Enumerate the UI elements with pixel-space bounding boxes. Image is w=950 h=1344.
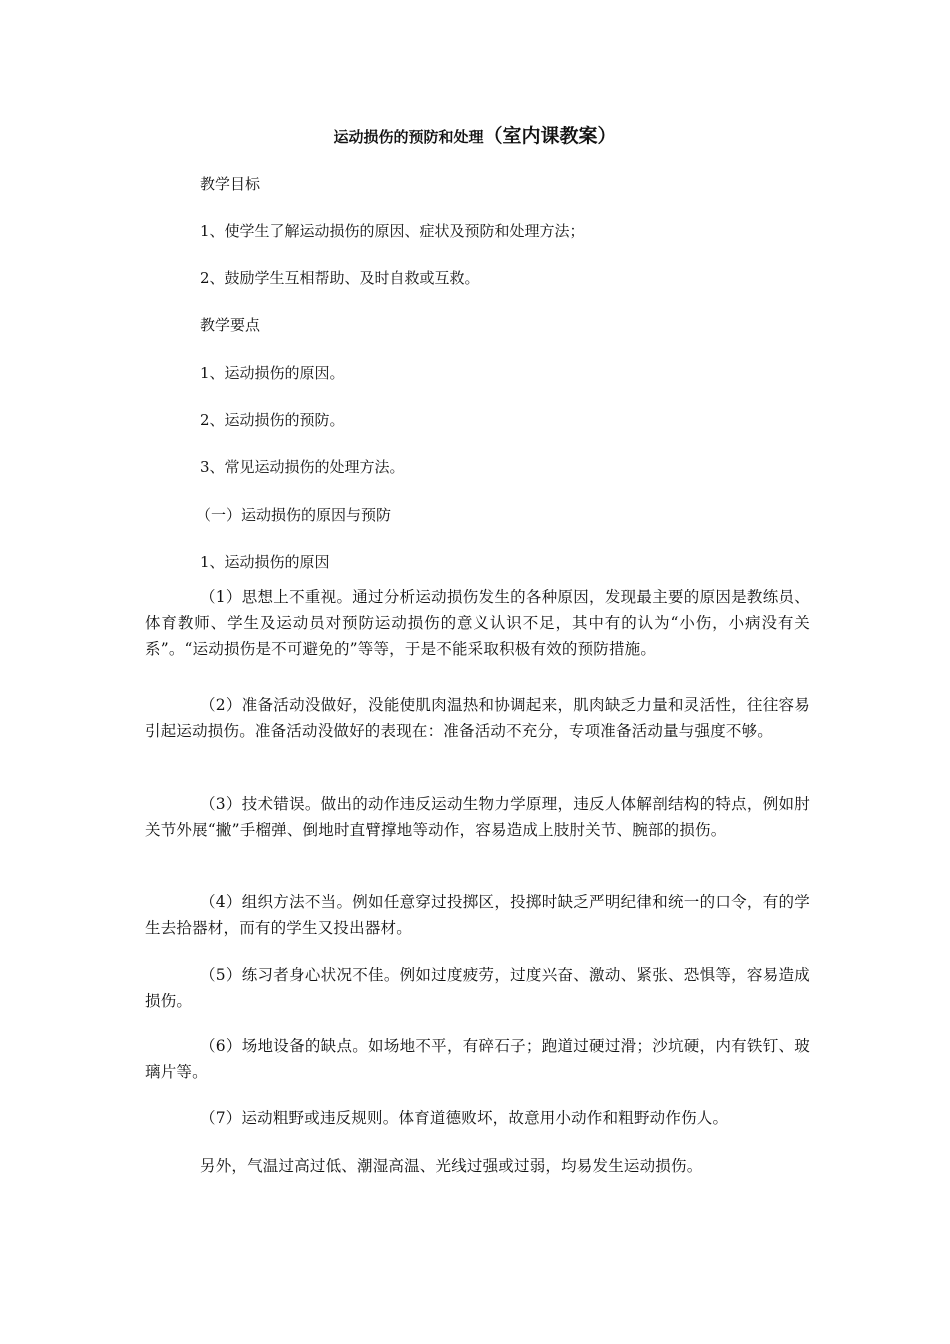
document-title	[0, 124, 950, 149]
points-heading: 教学要点	[200, 316, 261, 334]
section-heading: （一）运动损伤的原因与预防	[196, 506, 392, 524]
point-item-1: 1、运动损伤的原因。	[200, 364, 345, 382]
subsection-heading: 1、运动损伤的原因	[200, 553, 330, 571]
reason-paragraph-2: （2）准备活动没做好，没能使肌肉温热和协调起来，肌肉缺乏力量和灵活性，往往容易引起运动损伤。准备活动没做好的表现在：准备活动不充分，专项准备活动量与强度不够。	[145, 696, 810, 740]
reason-paragraph-7: （7）运动粗野或违反规则。体育道德败坏，故意用小动作和粗野动作伤人。	[200, 1109, 729, 1127]
reason-paragraph-3: （3）技术错误。做出的动作违反运动生物力学原理，违反人体解剖结构的特点，例如肘关节外展“撇”手榴弹、倒地时直臂撑地等动作，容易造成上肢肘关节、腕部的损伤。	[145, 795, 810, 839]
point-item-3: 3、常见运动损伤的处理方法。	[200, 458, 405, 476]
title-main: 运动损伤的预防和处理	[333, 128, 484, 146]
closing-paragraph: 另外，气温过高过低、潮湿高温、光线过强或过弱，均易发生运动损伤。	[200, 1157, 703, 1175]
reason-paragraph-5: （5）练习者身心状况不佳。例如过度疲劳，过度兴奋、激动、紧张、恐惧等，容易造成损伤。	[145, 966, 810, 1010]
reason-paragraph-4: （4）组织方法不当。例如任意穿过投掷区，投掷时缺乏严明纪律和统一的口令，有的学生去拾器材，而有的学生又投出器材。	[145, 893, 810, 937]
reason-paragraph-1: （1）思想上不重视。通过分析运动损伤发生的各种原因，发现最主要的原因是教练员、体育教师、学生及运动员对预防运动损伤的意义认识不足，其中有的认为“小伤，小病没有关系”。“运动损伤是不可避免的”等等，于是不能采取积极有效的预防措施。	[145, 588, 810, 658]
reason-paragraph-6: （6）场地设备的缺点。如场地不平，有碎石子；跑道过硬过滑；沙坑硬，内有铁钉、玻璃片等。	[145, 1037, 810, 1081]
goals-heading: 教学目标	[200, 175, 261, 193]
goal-item-2: 2、鼓励学生互相帮助、及时自救或互救。	[200, 269, 480, 287]
point-item-2: 2、运动损伤的预防。	[200, 411, 345, 429]
goal-item-1: 1、使学生了解运动损伤的原因、症状及预防和处理方法；	[200, 222, 585, 240]
title-subtitle: （室内课教案）	[483, 125, 617, 147]
